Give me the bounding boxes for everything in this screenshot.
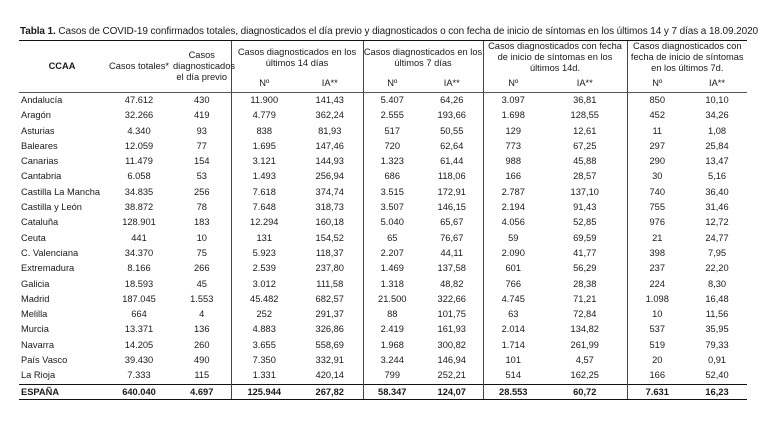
value-cell: 193,66 — [437, 110, 466, 121]
value-cell: 374,74 — [315, 186, 344, 197]
value-cell: 3.121 — [231, 154, 297, 169]
value-cell: 1.968 — [363, 338, 421, 353]
region-cell: Castilla y León — [21, 202, 82, 213]
table-row — [19, 215, 747, 230]
value-cell: 7,95 — [707, 247, 727, 258]
value-cell: 300,82 — [437, 339, 466, 350]
value-cell: 2.090 — [483, 246, 543, 261]
value-cell: 5.923 — [231, 246, 297, 261]
value-cell: 183 — [193, 217, 210, 228]
table-body — [19, 93, 747, 400]
region-cell: Murcia — [21, 324, 49, 335]
value-cell: 18.593 — [124, 278, 154, 289]
value-cell: 252 — [231, 307, 297, 322]
value-cell: 131 — [231, 231, 297, 246]
value-cell: 20 — [627, 353, 687, 368]
value-cell: 558,69 — [315, 339, 344, 350]
value-cell: 16,48 — [705, 293, 729, 304]
value-cell: 101,75 — [437, 309, 466, 320]
value-cell: 22,20 — [705, 263, 729, 274]
region-cell: Canarias — [21, 156, 59, 167]
value-cell: 430 — [193, 95, 210, 105]
region-cell: Navarra — [21, 339, 55, 350]
value-cell: 187.045 — [122, 293, 156, 304]
value-cell: 65 — [363, 231, 421, 246]
value-cell: 1.493 — [231, 169, 297, 184]
value-cell: 146,94 — [437, 355, 466, 366]
value-cell: 81,93 — [318, 125, 342, 136]
value-cell: 11.900 — [231, 93, 297, 109]
table-row — [19, 322, 747, 337]
header-n-sint-7: Nº — [627, 74, 687, 93]
value-cell: 517 — [363, 124, 421, 139]
value-cell: 28.553 — [483, 384, 543, 399]
table-row — [19, 368, 747, 384]
value-cell: 224 — [627, 277, 687, 292]
value-cell: 12,61 — [573, 125, 597, 136]
value-cell: 850 — [627, 93, 687, 109]
value-cell: 172,91 — [437, 186, 466, 197]
value-cell: 21.500 — [363, 292, 421, 307]
value-cell: 12.059 — [124, 140, 154, 151]
value-cell: 64,26 — [440, 95, 464, 105]
value-cell: 4.697 — [173, 384, 231, 399]
value-cell: 4.340 — [127, 125, 151, 136]
value-cell: 3.515 — [363, 185, 421, 200]
value-cell: 318,73 — [315, 202, 344, 213]
region-cell: País Vasco — [21, 355, 68, 366]
value-cell: 332,91 — [315, 355, 344, 366]
value-cell: 664 — [131, 309, 147, 320]
value-cell: 91,43 — [573, 202, 597, 213]
value-cell: 10 — [196, 232, 207, 243]
value-cell: 773 — [483, 139, 543, 154]
value-cell: 326,86 — [315, 324, 344, 335]
value-cell: 38.872 — [124, 202, 154, 213]
table-row — [19, 154, 747, 169]
value-cell: 21 — [627, 231, 687, 246]
value-cell: 45 — [196, 278, 207, 289]
region-cell: Andalucía — [21, 95, 63, 105]
value-cell: 1.318 — [363, 277, 421, 292]
region-cell: Extremadura — [21, 263, 75, 274]
value-cell: 56,29 — [573, 263, 597, 274]
value-cell: 31,46 — [705, 202, 729, 213]
header-diag-7: Casos diagnosticados en los últimos 7 días — [363, 41, 483, 75]
header-diag-14: Casos diagnosticados en los últimos 14 días — [231, 41, 363, 75]
value-cell: 601 — [483, 261, 543, 276]
table-title-text: Casos de COVID-19 confirmados totales, diagnosticados el día previo y diagnosticados o con fecha de inicio de síntomas en los últimos 14 y 7 días a 18.09.2020 — [55, 26, 758, 37]
table-row — [19, 292, 747, 307]
header-ia-sint-14: IA** — [543, 74, 627, 93]
table-row — [19, 307, 747, 322]
value-cell: 58.347 — [363, 384, 421, 399]
value-cell: 1.553 — [190, 293, 214, 304]
value-cell: 79,33 — [705, 339, 729, 350]
value-cell: 118,06 — [437, 171, 466, 182]
value-cell: 1.695 — [231, 139, 297, 154]
table-row — [19, 338, 747, 353]
value-cell: 146,15 — [437, 202, 466, 213]
header-ia-sint-7: IA** — [687, 74, 747, 93]
header-ia-7: IA** — [421, 74, 483, 93]
value-cell: 72,84 — [573, 309, 597, 320]
table-total-row — [19, 384, 747, 399]
value-cell: 45.482 — [231, 292, 297, 307]
value-cell: 1.714 — [483, 338, 543, 353]
value-cell: 101 — [483, 353, 543, 368]
value-cell: 4.779 — [231, 108, 297, 123]
value-cell: 78 — [196, 202, 207, 213]
region-cell: Castilla La Mancha — [21, 186, 101, 197]
value-cell: 63 — [483, 307, 543, 322]
value-cell: 154 — [193, 156, 210, 167]
region-cell: Asturias — [21, 125, 55, 136]
value-cell: 419 — [193, 110, 210, 121]
value-cell: 290 — [627, 154, 687, 169]
value-cell: 1.469 — [363, 261, 421, 276]
value-cell: 5.407 — [363, 93, 421, 109]
value-cell: 682,57 — [315, 293, 344, 304]
value-cell: 766 — [483, 277, 543, 292]
header-casos-totales: Casos totales* — [105, 41, 173, 93]
value-cell: 640.040 — [105, 384, 173, 399]
value-cell: 166 — [627, 368, 687, 384]
header-n-7: Nº — [363, 74, 421, 93]
value-cell: 3.097 — [483, 93, 543, 109]
value-cell: 24,77 — [705, 232, 729, 243]
value-cell: 322,66 — [437, 293, 466, 304]
value-cell: 154,52 — [315, 232, 344, 243]
value-cell: 69,59 — [573, 232, 597, 243]
value-cell: 7.350 — [231, 353, 297, 368]
value-cell: 136 — [193, 324, 210, 335]
region-cell: C. Valenciana — [21, 247, 79, 258]
header-n-sint-14: Nº — [483, 74, 543, 93]
region-cell: Madrid — [21, 293, 50, 304]
value-cell: 125.944 — [231, 384, 297, 399]
header-ia-14: IA** — [297, 74, 363, 93]
value-cell: 34.370 — [124, 247, 154, 258]
region-cell: La Rioja — [21, 370, 56, 381]
value-cell: 441 — [131, 232, 147, 243]
value-cell: 35,95 — [705, 324, 729, 335]
value-cell: 16,23 — [687, 384, 747, 399]
value-cell: 124,07 — [421, 384, 483, 399]
region-cell: Aragón — [21, 110, 51, 121]
value-cell: 297 — [627, 139, 687, 154]
value-cell: 256,94 — [315, 171, 344, 182]
value-cell: 3.655 — [231, 338, 297, 353]
value-cell: 115 — [194, 370, 210, 381]
value-cell: 41,77 — [573, 247, 597, 258]
value-cell: 52,85 — [573, 217, 597, 228]
value-cell: 128.901 — [122, 217, 156, 228]
value-cell: 0,91 — [707, 355, 727, 366]
region-cell: ESPAÑA — [19, 384, 105, 399]
value-cell: 7.648 — [231, 200, 297, 215]
table-row — [19, 139, 747, 154]
value-cell: 5,16 — [707, 171, 727, 182]
value-cell: 8,30 — [707, 278, 727, 289]
value-cell: 3.507 — [363, 200, 421, 215]
value-cell: 7.333 — [127, 370, 151, 381]
value-cell: 48,82 — [440, 278, 464, 289]
value-cell: 4 — [199, 309, 205, 320]
value-cell: 60,72 — [543, 384, 627, 399]
value-cell: 4.883 — [231, 322, 297, 337]
value-cell: 111,58 — [316, 278, 344, 289]
value-cell: 12.294 — [231, 215, 297, 230]
value-cell: 71,21 — [573, 293, 597, 304]
value-cell: 13.371 — [124, 324, 154, 335]
value-cell: 519 — [627, 338, 687, 353]
value-cell: 838 — [231, 124, 297, 139]
table-row — [19, 261, 747, 276]
value-cell: 53 — [196, 171, 207, 182]
value-cell: 76,67 — [440, 232, 464, 243]
table-row — [19, 169, 747, 184]
value-cell: 799 — [363, 368, 421, 384]
value-cell: 256 — [193, 186, 210, 197]
value-cell: 12,72 — [705, 217, 729, 228]
covid-cases-table — [19, 40, 747, 400]
value-cell: 28,38 — [573, 278, 597, 289]
value-cell: 88 — [363, 307, 421, 322]
value-cell: 11.479 — [125, 156, 153, 167]
value-cell: 10,10 — [705, 95, 729, 105]
value-cell: 34,26 — [705, 110, 729, 121]
value-cell: 4.056 — [483, 215, 543, 230]
value-cell: 32.266 — [124, 110, 154, 121]
table-title — [20, 26, 758, 37]
value-cell: 1.698 — [483, 108, 543, 123]
value-cell: 77 — [196, 140, 207, 151]
value-cell: 52,40 — [705, 370, 729, 381]
region-cell: Cataluña — [21, 217, 59, 228]
table-row — [19, 124, 747, 139]
value-cell: 237,80 — [315, 263, 344, 274]
value-cell: 252,21 — [437, 370, 466, 381]
value-cell: 2.207 — [363, 246, 421, 261]
value-cell: 61,44 — [440, 156, 464, 167]
value-cell: 160,18 — [315, 217, 344, 228]
value-cell: 6.058 — [127, 171, 151, 182]
table-title-label: Tabla 1. — [20, 26, 56, 37]
value-cell: 420,14 — [315, 370, 344, 381]
value-cell: 147,46 — [315, 140, 344, 151]
value-cell: 45,88 — [573, 156, 597, 167]
value-cell: 144,93 — [315, 156, 344, 167]
value-cell: 2.539 — [231, 261, 297, 276]
header-sint-14: Casos diagnosticados con fecha de inicio de síntomas en los últimos 14d. — [483, 41, 627, 75]
value-cell: 237 — [627, 261, 687, 276]
value-cell: 4,57 — [575, 355, 594, 366]
value-cell: 2.555 — [363, 108, 421, 123]
value-cell: 134,82 — [570, 324, 599, 335]
table-row — [19, 277, 747, 292]
value-cell: 740 — [627, 185, 687, 200]
value-cell: 514 — [483, 368, 543, 384]
value-cell: 137,58 — [437, 263, 466, 274]
value-cell: 162,25 — [570, 370, 599, 381]
header-ccaa: CCAA — [19, 41, 105, 93]
value-cell: 2.419 — [363, 322, 421, 337]
value-cell: 976 — [627, 215, 687, 230]
value-cell: 50,55 — [440, 125, 464, 136]
region-cell: Baleares — [21, 140, 58, 151]
value-cell: 161,93 — [437, 324, 466, 335]
header-sint-7: Casos diagnosticados con fecha de inicio de síntomas en los últimos 7d. — [627, 41, 747, 75]
value-cell: 25,84 — [705, 140, 729, 151]
value-cell: 36,81 — [573, 95, 597, 105]
value-cell: 2.787 — [483, 185, 543, 200]
value-cell: 67,25 — [573, 140, 597, 151]
value-cell: 166 — [483, 169, 543, 184]
value-cell: 988 — [483, 154, 543, 169]
value-cell: 686 — [363, 169, 421, 184]
value-cell: 118,37 — [315, 247, 344, 258]
value-cell: 141,43 — [315, 95, 344, 105]
value-cell: 5.040 — [363, 215, 421, 230]
value-cell: 362,24 — [315, 110, 344, 121]
header-dia-previo: Casos diagnosticados el día previo — [173, 41, 231, 93]
value-cell: 36,40 — [705, 186, 729, 197]
value-cell: 39.430 — [124, 355, 154, 366]
value-cell: 11 — [627, 124, 687, 139]
value-cell: 8.166 — [127, 263, 151, 274]
value-cell: 75 — [196, 247, 207, 258]
table-row — [19, 231, 747, 246]
value-cell: 128,55 — [570, 110, 599, 121]
value-cell: 65,67 — [440, 217, 464, 228]
value-cell: 1.323 — [363, 154, 421, 169]
value-cell: 452 — [627, 108, 687, 123]
value-cell: 13,47 — [705, 156, 729, 167]
table-row — [19, 93, 747, 109]
value-cell: 62,64 — [440, 140, 464, 151]
value-cell: 2.194 — [483, 200, 543, 215]
value-cell: 3.244 — [363, 353, 421, 368]
table-row — [19, 185, 747, 200]
header-n-14: Nº — [231, 74, 297, 93]
table-row — [19, 108, 747, 123]
value-cell: 291,37 — [315, 309, 344, 320]
value-cell: 537 — [627, 322, 687, 337]
value-cell: 266 — [193, 263, 210, 274]
value-cell: 7.618 — [231, 185, 297, 200]
value-cell: 4.745 — [483, 292, 543, 307]
value-cell: 720 — [363, 139, 421, 154]
region-cell: Ceuta — [21, 232, 46, 243]
region-cell: Galicia — [21, 278, 50, 289]
table-row — [19, 246, 747, 261]
table-row — [19, 353, 747, 368]
value-cell: 267,82 — [297, 384, 363, 399]
value-cell: 3.012 — [231, 277, 297, 292]
value-cell: 490 — [193, 355, 210, 366]
value-cell: 2.014 — [483, 322, 543, 337]
value-cell: 755 — [627, 200, 687, 215]
value-cell: 44,11 — [440, 247, 464, 258]
value-cell: 261,99 — [570, 339, 599, 350]
value-cell: 28,57 — [573, 171, 597, 182]
value-cell: 129 — [483, 124, 543, 139]
value-cell: 34.835 — [124, 186, 154, 197]
value-cell: 11,56 — [705, 309, 729, 320]
value-cell: 7.631 — [627, 384, 687, 399]
value-cell: 137,10 — [570, 186, 599, 197]
value-cell: 398 — [627, 246, 687, 261]
region-cell: Cantabria — [21, 171, 62, 182]
value-cell: 10 — [627, 307, 687, 322]
value-cell: 1,08 — [707, 125, 727, 136]
region-cell: Melilla — [21, 309, 48, 320]
value-cell: 1.331 — [231, 368, 297, 384]
value-cell: 1.098 — [627, 292, 687, 307]
value-cell: 260 — [193, 339, 210, 350]
value-cell: 47.612 — [124, 95, 154, 105]
value-cell: 59 — [483, 231, 543, 246]
value-cell: 30 — [627, 169, 687, 184]
value-cell: 14.205 — [124, 339, 154, 350]
value-cell: 93 — [196, 125, 207, 136]
table-row — [19, 200, 747, 215]
